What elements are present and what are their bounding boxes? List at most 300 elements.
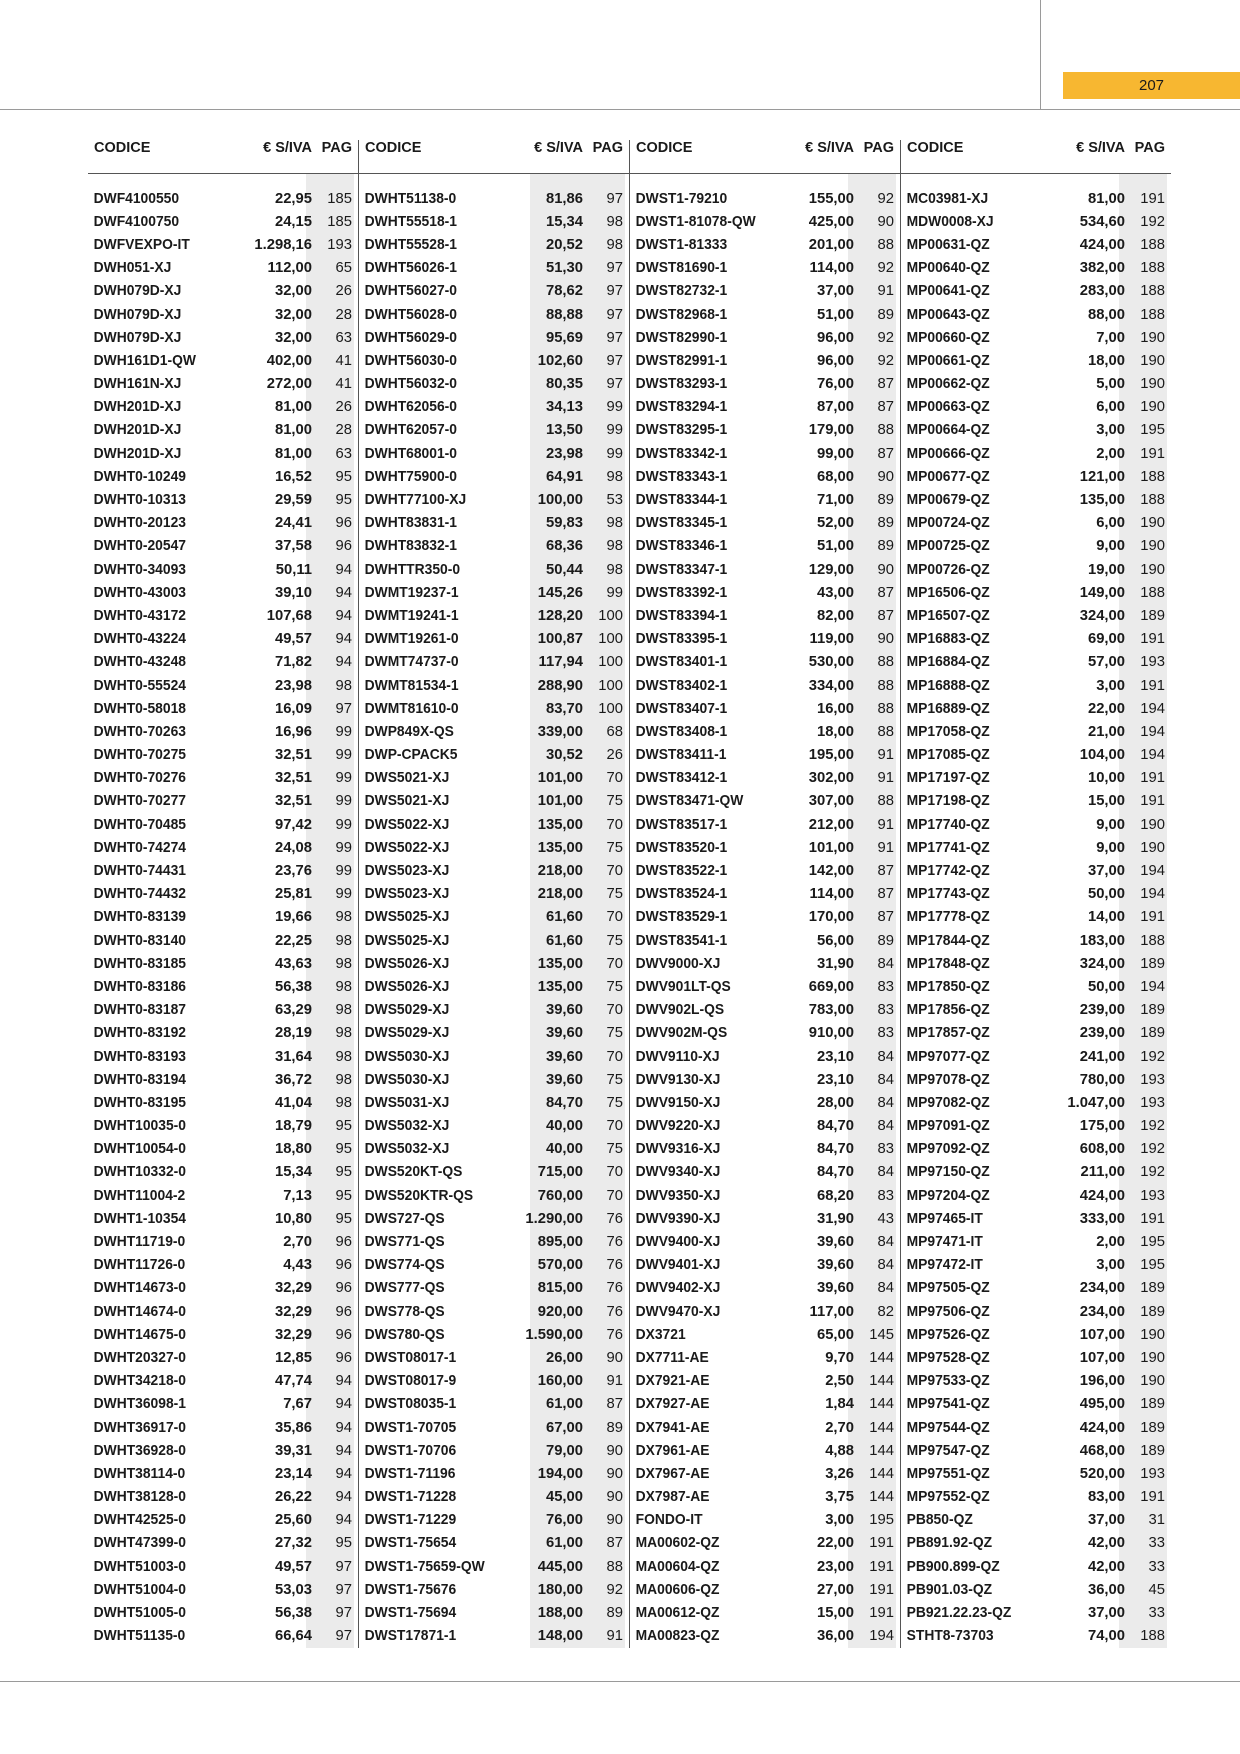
table-row <box>630 419 900 442</box>
product-code: DWS5029-XJ <box>364 1002 450 1019</box>
table-row <box>630 604 900 627</box>
price-value: 68,20 <box>816 1187 854 1204</box>
page-ref: 99 <box>335 816 352 833</box>
header-page: PAG <box>592 140 623 156</box>
price-value: 39,10 <box>274 584 312 601</box>
product-code: MP97552-QZ <box>906 1489 990 1506</box>
page-ref: 191 <box>1140 445 1165 462</box>
price-value: 175,00 <box>1079 1118 1125 1135</box>
price-value: 121,00 <box>1079 468 1125 485</box>
table-row <box>901 396 1171 419</box>
product-code: DWV9401-XJ <box>635 1257 721 1274</box>
table-row <box>359 1625 629 1648</box>
price-value: 895,00 <box>537 1234 583 1251</box>
table-row <box>630 1161 900 1184</box>
product-code: DWST1-71229 <box>364 1512 457 1529</box>
price-value: 107,00 <box>1079 1326 1125 1343</box>
page-ref: 190 <box>1140 1349 1165 1366</box>
page-ref: 99 <box>606 445 623 462</box>
page-ref: 84 <box>877 1280 894 1297</box>
product-code: DWHT83832-1 <box>364 538 457 555</box>
table-row <box>630 1601 900 1624</box>
table-row <box>901 720 1171 743</box>
table-row <box>630 558 900 581</box>
price-value: 61,60 <box>545 932 583 949</box>
product-code: DWST83345-1 <box>635 515 728 532</box>
page-ref: 28 <box>335 422 352 439</box>
price-value: 102,60 <box>537 352 583 369</box>
table-row <box>88 373 358 396</box>
table-row <box>901 1068 1171 1091</box>
page-ref: 190 <box>1140 399 1165 416</box>
page-ref: 95 <box>335 1141 352 1158</box>
page-ref: 99 <box>335 723 352 740</box>
price-value: 84,70 <box>545 1094 583 1111</box>
page-ref: 98 <box>606 468 623 485</box>
page-ref: 194 <box>869 1628 894 1645</box>
price-value: 43,00 <box>816 584 854 601</box>
price-value: 780,00 <box>1079 1071 1125 1088</box>
table-row <box>88 1323 358 1346</box>
product-code: MP17058-QZ <box>906 723 990 740</box>
table-row <box>901 1346 1171 1369</box>
page-ref: 84 <box>877 1048 894 1065</box>
product-code: DWMT19237-1 <box>364 584 459 601</box>
product-code: DWHT51004-0 <box>93 1581 186 1598</box>
table-row <box>359 1346 629 1369</box>
page-ref: 94 <box>335 561 352 578</box>
price-value: 16,00 <box>816 700 854 717</box>
table-row <box>359 1161 629 1184</box>
page-ref: 189 <box>1140 955 1165 972</box>
table-row <box>359 1045 629 1068</box>
page-ref: 190 <box>1140 376 1165 393</box>
price-value: 2,50 <box>825 1373 854 1390</box>
price-value: 47,74 <box>274 1373 312 1390</box>
table-row <box>88 1416 358 1439</box>
table-row <box>359 1300 629 1323</box>
price-value: 23,14 <box>274 1465 312 1482</box>
product-code: DWH201D-XJ <box>93 399 182 416</box>
price-value: 99,00 <box>816 445 854 462</box>
product-code: DWST1-75694 <box>364 1605 457 1622</box>
price-value: 339,00 <box>537 723 583 740</box>
product-code: DWHT14674-0 <box>93 1303 186 1320</box>
table-row <box>901 442 1171 465</box>
price-value: 57,00 <box>1087 654 1125 671</box>
table-row <box>901 929 1171 952</box>
price-value: 27,00 <box>816 1581 854 1598</box>
price-value: 52,00 <box>816 515 854 532</box>
page-ref: 33 <box>1148 1605 1165 1622</box>
table-row <box>88 720 358 743</box>
table-row <box>359 1138 629 1161</box>
page-ref: 96 <box>335 1349 352 1366</box>
product-code: DWHT0-83192 <box>93 1025 186 1042</box>
product-code: DWHT51003-0 <box>93 1558 186 1575</box>
table-row <box>901 581 1171 604</box>
price-value: 25,60 <box>274 1512 312 1529</box>
page-ref: 144 <box>869 1419 894 1436</box>
table-row <box>630 906 900 929</box>
table-row <box>901 975 1171 998</box>
price-value: 18,80 <box>274 1141 312 1158</box>
page-ref: 96 <box>335 1280 352 1297</box>
page-ref: 84 <box>877 955 894 972</box>
price-value: 101,00 <box>537 770 583 787</box>
product-code: DWST17871-1 <box>364 1628 457 1645</box>
price-value: 32,51 <box>274 747 312 764</box>
table-row <box>359 929 629 952</box>
page-ref: 31 <box>1148 1512 1165 1529</box>
price-value: 22,25 <box>274 932 312 949</box>
product-code: MP97092-QZ <box>906 1141 990 1158</box>
price-value: 334,00 <box>808 677 854 694</box>
price-value: 570,00 <box>537 1257 583 1274</box>
page-ref: 90 <box>606 1349 623 1366</box>
product-code: DWST83522-1 <box>635 863 728 880</box>
table-row <box>88 465 358 488</box>
page-ref: 194 <box>1140 978 1165 995</box>
price-value: 104,00 <box>1079 747 1125 764</box>
product-code: MP97471-IT <box>906 1234 983 1251</box>
table-row <box>88 1045 358 1068</box>
price-value: 234,00 <box>1079 1280 1125 1297</box>
table-row <box>359 1254 629 1277</box>
table-row <box>630 233 900 256</box>
price-value: 81,00 <box>274 445 312 462</box>
page-ref: 75 <box>606 886 623 903</box>
page-ref: 188 <box>1140 236 1165 253</box>
page-ref: 195 <box>869 1512 894 1529</box>
table-row <box>901 1138 1171 1161</box>
product-code: DWST83394-1 <box>635 607 728 624</box>
page-ref: 144 <box>869 1349 894 1366</box>
header-code: CODICE <box>636 140 693 156</box>
product-code: MP97204-QZ <box>906 1187 990 1204</box>
product-code: MP97506-QZ <box>906 1303 990 1320</box>
page-ref: 92 <box>877 352 894 369</box>
product-code: DWHT42525-0 <box>93 1512 186 1529</box>
price-value: 32,51 <box>274 793 312 810</box>
table-row <box>901 1115 1171 1138</box>
product-code: DWHT56030-0 <box>364 352 457 369</box>
page-ref: 189 <box>1140 1025 1165 1042</box>
page-ref: 91 <box>877 747 894 764</box>
page-ref: 190 <box>1140 515 1165 532</box>
table-row <box>359 488 629 511</box>
price-value: 27,32 <box>274 1535 312 1552</box>
product-code: MP00641-QZ <box>906 283 990 300</box>
page-ref: 70 <box>606 1048 623 1065</box>
table-row <box>901 1300 1171 1323</box>
price-value: 107,68 <box>266 607 312 624</box>
table-row <box>901 1277 1171 1300</box>
page-ref: 92 <box>877 260 894 277</box>
table-row <box>901 257 1171 280</box>
price-value: 50,11 <box>275 561 312 578</box>
product-code: DWHT0-10249 <box>93 468 186 485</box>
table-row <box>88 813 358 836</box>
price-value: 13,50 <box>545 422 583 439</box>
page-ref: 94 <box>335 607 352 624</box>
table-row <box>88 1068 358 1091</box>
price-value: 81,00 <box>274 422 312 439</box>
table-row <box>901 512 1171 535</box>
price-value: 382,00 <box>1079 260 1125 277</box>
page-ref: 192 <box>1140 1048 1165 1065</box>
page-ref: 88 <box>877 793 894 810</box>
page-ref: 88 <box>877 677 894 694</box>
page-ref: 76 <box>606 1210 623 1227</box>
page-ref: 41 <box>335 376 352 393</box>
product-code: DWHT0-83195 <box>93 1094 186 1111</box>
table-row <box>901 465 1171 488</box>
product-code: DWHT0-20547 <box>93 538 186 555</box>
table-row <box>88 628 358 651</box>
page-ref: 63 <box>335 329 352 346</box>
price-value: 15,34 <box>274 1164 312 1181</box>
product-code: DWHT0-70275 <box>93 747 186 764</box>
table-row <box>88 952 358 975</box>
product-code: DWHT0-83194 <box>93 1071 186 1088</box>
table-row <box>901 628 1171 651</box>
price-value: 39,60 <box>545 1002 583 1019</box>
page-ref: 99 <box>606 422 623 439</box>
table-row <box>630 1323 900 1346</box>
price-value: 302,00 <box>808 770 854 787</box>
table-row <box>630 720 900 743</box>
product-code: DWH079D-XJ <box>93 306 182 323</box>
product-code: MP17848-QZ <box>906 955 990 972</box>
price-value: 239,00 <box>1079 1025 1125 1042</box>
page-ref: 97 <box>606 283 623 300</box>
price-value: 16,09 <box>274 700 312 717</box>
product-code: DWS5031-XJ <box>364 1094 450 1111</box>
price-value: 135,00 <box>537 978 583 995</box>
price-value: 16,96 <box>274 723 312 740</box>
price-value: 39,60 <box>545 1025 583 1042</box>
product-code: MP00643-QZ <box>906 306 990 323</box>
price-value: 135,00 <box>537 955 583 972</box>
price-value: 148,00 <box>537 1628 583 1645</box>
table-row <box>88 512 358 535</box>
product-code: MP97551-QZ <box>906 1465 990 1482</box>
table-row <box>630 1254 900 1277</box>
product-code: DWHT34218-0 <box>93 1373 186 1390</box>
table-row <box>88 883 358 906</box>
price-value: 7,13 <box>283 1187 312 1204</box>
header-code: CODICE <box>94 140 151 156</box>
price-value: 424,00 <box>1079 1187 1125 1204</box>
header-price: € S/IVA <box>805 140 854 156</box>
table-row <box>88 1277 358 1300</box>
product-code: DWS5026-XJ <box>364 978 450 995</box>
product-code: DWMT81610-0 <box>364 700 459 717</box>
page-ref: 84 <box>877 1118 894 1135</box>
page-ref: 144 <box>869 1465 894 1482</box>
price-value: 424,00 <box>1079 236 1125 253</box>
product-code: MA00602-QZ <box>635 1535 720 1552</box>
table-row <box>88 1509 358 1532</box>
page-ref: 98 <box>335 1071 352 1088</box>
table-row <box>630 512 900 535</box>
price-value: 241,00 <box>1079 1048 1125 1065</box>
product-code: DWHT56026-1 <box>364 260 457 277</box>
table-row <box>901 604 1171 627</box>
product-code: DWV9400-XJ <box>635 1234 721 1251</box>
table-row <box>359 1555 629 1578</box>
table-row <box>359 349 629 372</box>
table-row <box>630 767 900 790</box>
page-ref: 97 <box>335 1628 352 1645</box>
page-ref: 88 <box>877 654 894 671</box>
page-ref: 189 <box>1140 1280 1165 1297</box>
price-value: 218,00 <box>537 863 583 880</box>
page-ref: 192 <box>1140 1141 1165 1158</box>
price-value: 239,00 <box>1079 1002 1125 1019</box>
product-code: DWHT1-10354 <box>93 1210 186 1227</box>
table-row <box>359 1462 629 1485</box>
table-column <box>900 140 1171 1648</box>
product-code: DWS5030-XJ <box>364 1071 450 1088</box>
page-ref: 191 <box>1140 631 1165 648</box>
product-code: DWHT56032-0 <box>364 376 457 393</box>
header-price: € S/IVA <box>263 140 312 156</box>
page-ref: 189 <box>1140 1303 1165 1320</box>
product-code: DWHTTR350-0 <box>364 561 461 578</box>
table-row <box>359 790 629 813</box>
table-row <box>630 349 900 372</box>
product-code: DWHT0-74431 <box>93 863 186 880</box>
product-code: DWS780-QS <box>364 1326 445 1343</box>
table-row <box>901 280 1171 303</box>
table-row <box>359 1323 629 1346</box>
table-row <box>88 1184 358 1207</box>
table-row <box>88 1555 358 1578</box>
product-code: DWHT77100-XJ <box>364 492 467 509</box>
table-row <box>901 1532 1171 1555</box>
table-row <box>359 836 629 859</box>
price-value: 100,00 <box>537 492 583 509</box>
price-value: 41,04 <box>274 1094 312 1111</box>
price-value: 43,63 <box>274 955 312 972</box>
price-value: 149,00 <box>1079 584 1125 601</box>
page-ref: 95 <box>335 468 352 485</box>
page-ref: 188 <box>1140 306 1165 323</box>
table-row <box>630 1230 900 1253</box>
page-ref: 91 <box>877 283 894 300</box>
price-value: 9,00 <box>1096 839 1125 856</box>
product-code: DWH161D1-QW <box>93 352 196 369</box>
product-code: DWHT11719-0 <box>93 1234 186 1251</box>
price-value: 920,00 <box>537 1303 583 1320</box>
price-value: 324,00 <box>1079 607 1125 624</box>
product-code: MP97547-QZ <box>906 1442 990 1459</box>
page-ref: 98 <box>335 955 352 972</box>
price-value: 84,70 <box>816 1141 854 1158</box>
price-value: 59,83 <box>545 515 583 532</box>
page-ref: 70 <box>606 1187 623 1204</box>
price-value: 78,62 <box>545 283 583 300</box>
product-code: DWHT0-74432 <box>93 886 186 903</box>
page-ref: 84 <box>877 1071 894 1088</box>
product-code: DWST83529-1 <box>635 909 728 926</box>
page-ref: 89 <box>877 492 894 509</box>
price-value: 51,00 <box>816 306 854 323</box>
page-ref: 144 <box>869 1442 894 1459</box>
price-value: 218,00 <box>537 886 583 903</box>
table-row <box>359 674 629 697</box>
table-row <box>359 767 629 790</box>
price-value: 23,98 <box>274 677 312 694</box>
page-ref: 98 <box>606 538 623 555</box>
table-row <box>901 1207 1171 1230</box>
table-row <box>901 1416 1171 1439</box>
table-row <box>359 465 629 488</box>
table-row <box>630 1416 900 1439</box>
table-row <box>630 1184 900 1207</box>
price-value: 64,91 <box>545 468 583 485</box>
product-code: MP97465-IT <box>906 1210 983 1227</box>
product-code: DWH079D-XJ <box>93 283 182 300</box>
price-value: 4,43 <box>283 1257 312 1274</box>
product-code: DWHT38128-0 <box>93 1489 186 1506</box>
page-ref: 76 <box>606 1280 623 1297</box>
product-code: MP00663-QZ <box>906 399 990 416</box>
page-ref: 98 <box>606 561 623 578</box>
product-code: DWHT51135-0 <box>93 1628 186 1645</box>
price-value: 88,00 <box>1087 306 1125 323</box>
product-code: DWST08035-1 <box>364 1396 457 1413</box>
page-ref: 144 <box>869 1396 894 1413</box>
price-value: 76,00 <box>545 1512 583 1529</box>
table-row <box>88 1230 358 1253</box>
product-code: DWST83411-1 <box>635 747 727 764</box>
price-value: 14,00 <box>1087 909 1125 926</box>
table-row <box>359 1578 629 1601</box>
table-row <box>88 1254 358 1277</box>
page-ref: 75 <box>606 1094 623 1111</box>
product-code: DWFVEXPO-IT <box>93 236 190 253</box>
price-value: 534,60 <box>1079 213 1125 230</box>
table-row <box>901 952 1171 975</box>
table-row <box>630 1555 900 1578</box>
product-code: DWST83395-1 <box>635 631 728 648</box>
table-row <box>359 210 629 233</box>
product-code: DWHT14673-0 <box>93 1280 186 1297</box>
product-code: DX7961-AE <box>635 1442 710 1459</box>
product-code: DWST83342-1 <box>635 445 728 462</box>
page-ref: 96 <box>335 1326 352 1343</box>
product-code: MP17857-QZ <box>906 1025 990 1042</box>
table-row <box>901 1625 1171 1648</box>
table-row <box>88 1091 358 1114</box>
price-value: 67,00 <box>545 1419 583 1436</box>
product-code: DWS5023-XJ <box>364 863 450 880</box>
page-ref: 83 <box>877 978 894 995</box>
price-value: 32,00 <box>274 283 312 300</box>
table-row <box>630 1022 900 1045</box>
price-value: 51,30 <box>545 260 583 277</box>
table-row <box>630 581 900 604</box>
product-code: MP00726-QZ <box>906 561 990 578</box>
table-row <box>88 303 358 326</box>
page-ref: 90 <box>877 468 894 485</box>
page-ref: 76 <box>606 1234 623 1251</box>
price-value: 135,00 <box>537 839 583 856</box>
price-value: 3,26 <box>825 1465 854 1482</box>
